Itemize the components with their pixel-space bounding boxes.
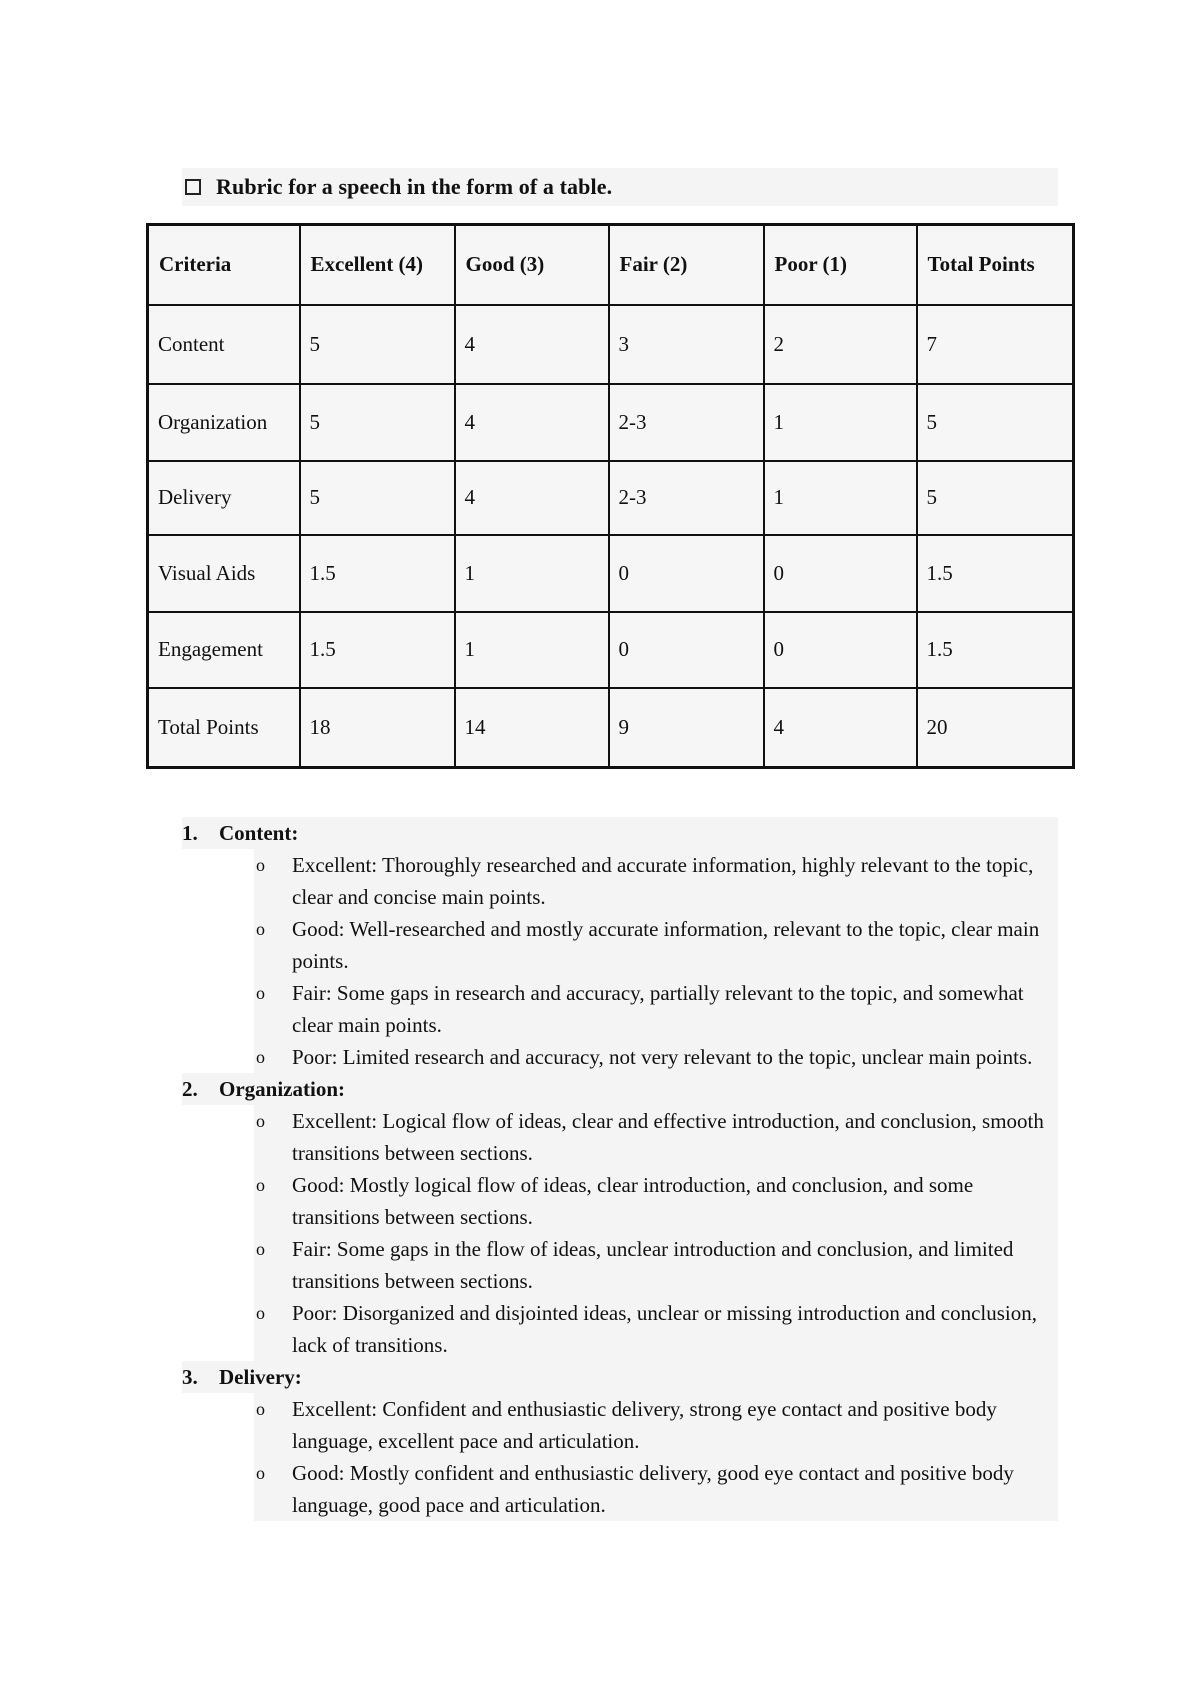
list-item (254, 1105, 1058, 1169)
cell-excellent: 1.5 (300, 535, 455, 612)
cell-criteria: Visual Aids (148, 535, 300, 612)
section-3 (182, 1361, 1058, 1521)
cell-good: 4 (455, 384, 609, 461)
bullet-list (254, 1105, 1058, 1361)
list-item (254, 1393, 1058, 1457)
cell-excellent: 18 (300, 688, 455, 768)
section-number: 3. (182, 1364, 198, 1389)
cell-poor: 1 (764, 461, 917, 535)
criteria-details-list (182, 817, 1058, 1521)
cell-total-points: 1.5 (917, 612, 1074, 688)
cell-fair: 0 (609, 612, 764, 688)
cell-excellent: 5 (300, 461, 455, 535)
cell-total-points: 7 (917, 305, 1074, 384)
table-row (148, 305, 1074, 384)
cell-total-points: 20 (917, 688, 1074, 768)
page-title: Rubric for a speech in the form of a table. (216, 174, 613, 199)
section-title (182, 817, 1058, 849)
bullet-circle-icon: o (256, 855, 265, 875)
bullet-circle-icon: o (256, 1047, 265, 1067)
bullet-list (254, 849, 1058, 1073)
section-title (182, 1361, 1058, 1393)
list-item (254, 1233, 1058, 1297)
cell-fair: 9 (609, 688, 764, 768)
section-heading: Organization: (219, 1076, 345, 1101)
heading-row (182, 168, 1058, 206)
list-item (254, 1297, 1058, 1361)
table-row (148, 612, 1074, 688)
list-item (254, 1169, 1058, 1233)
bullet-list (254, 1393, 1058, 1521)
cell-good: 1 (455, 535, 609, 612)
list-item-text: Fair: Some gaps in the flow of ideas, unclear introduction and conclusion, and limited transitions between sections. (292, 1237, 1014, 1293)
section-1 (182, 817, 1058, 1073)
table-row (148, 688, 1074, 768)
cell-good: 14 (455, 688, 609, 768)
list-item-text: Excellent: Logical flow of ideas, clear and effective introduction, and conclusion, smooth transitions between sections. (292, 1109, 1044, 1165)
cell-poor: 4 (764, 688, 917, 768)
cell-criteria: Delivery (148, 461, 300, 535)
list-item-text: Excellent: Confident and enthusiastic delivery, strong eye contact and positive body language, excellent pace and articulation. (292, 1397, 997, 1453)
list-item-text: Fair: Some gaps in research and accuracy, partially relevant to the topic, and somewhat clear main points. (292, 981, 1024, 1037)
section-heading: Delivery: (219, 1364, 302, 1389)
cell-criteria: Total Points (148, 688, 300, 768)
cell-total-points: 1.5 (917, 535, 1074, 612)
header-good: Good (3) (455, 225, 609, 305)
cell-excellent: 5 (300, 384, 455, 461)
section-title (182, 1073, 1058, 1105)
cell-criteria: Organization (148, 384, 300, 461)
list-item-text: Good: Well-researched and mostly accurate information, relevant to the topic, clear main points. (292, 917, 1040, 973)
list-item-text: Good: Mostly confident and enthusiastic delivery, good eye contact and positive body language, good pace and articulation. (292, 1461, 1014, 1517)
cell-total-points: 5 (917, 461, 1074, 535)
bullet-circle-icon: o (256, 983, 265, 1003)
cell-poor: 1 (764, 384, 917, 461)
table-row (148, 384, 1074, 461)
list-item-text: Excellent: Thoroughly researched and accurate information, highly relevant to the topic, clear and concise main points. (292, 853, 1034, 909)
list-item (254, 977, 1058, 1041)
bullet-circle-icon: o (256, 1399, 265, 1419)
bullet-circle-icon: o (256, 1111, 265, 1131)
section-heading: Content: (219, 820, 299, 845)
cell-fair: 3 (609, 305, 764, 384)
cell-fair: 2-3 (609, 461, 764, 535)
table-row (148, 535, 1074, 612)
header-total-points: Total Points (917, 225, 1074, 305)
list-item-text: Poor: Disorganized and disjointed ideas, unclear or missing introduction and conclusion, lack of transitions. (292, 1301, 1037, 1357)
cell-poor: 0 (764, 535, 917, 612)
list-item-text: Poor: Limited research and accuracy, not very relevant to the topic, unclear main points. (292, 1045, 1033, 1069)
bullet-circle-icon: o (256, 1239, 265, 1259)
cell-poor: 2 (764, 305, 917, 384)
header-excellent: Excellent (4) (300, 225, 455, 305)
section-number: 1. (182, 820, 198, 845)
table-header-row (148, 225, 1074, 305)
section-2 (182, 1073, 1058, 1361)
header-fair: Fair (2) (609, 225, 764, 305)
cell-excellent: 5 (300, 305, 455, 384)
section-number: 2. (182, 1076, 198, 1101)
cell-criteria: Content (148, 305, 300, 384)
list-item (254, 1457, 1058, 1521)
rubric-table (146, 223, 1075, 769)
cell-good: 4 (455, 305, 609, 384)
checkbox-icon (185, 179, 201, 195)
list-item-text: Good: Mostly logical flow of ideas, clear introduction, and conclusion, and some transitions between sections. (292, 1173, 974, 1229)
cell-fair: 2-3 (609, 384, 764, 461)
cell-excellent: 1.5 (300, 612, 455, 688)
cell-good: 1 (455, 612, 609, 688)
cell-poor: 0 (764, 612, 917, 688)
header-poor: Poor (1) (764, 225, 917, 305)
bullet-circle-icon: o (256, 1175, 265, 1195)
cell-criteria: Engagement (148, 612, 300, 688)
table-body (148, 305, 1074, 768)
bullet-circle-icon: o (256, 919, 265, 939)
list-item (254, 913, 1058, 977)
list-item (254, 1041, 1058, 1073)
table-row (148, 461, 1074, 535)
header-criteria: Criteria (148, 225, 300, 305)
cell-good: 4 (455, 461, 609, 535)
bullet-circle-icon: o (256, 1463, 265, 1483)
cell-total-points: 5 (917, 384, 1074, 461)
bullet-circle-icon: o (256, 1303, 265, 1323)
list-item (254, 849, 1058, 913)
cell-fair: 0 (609, 535, 764, 612)
